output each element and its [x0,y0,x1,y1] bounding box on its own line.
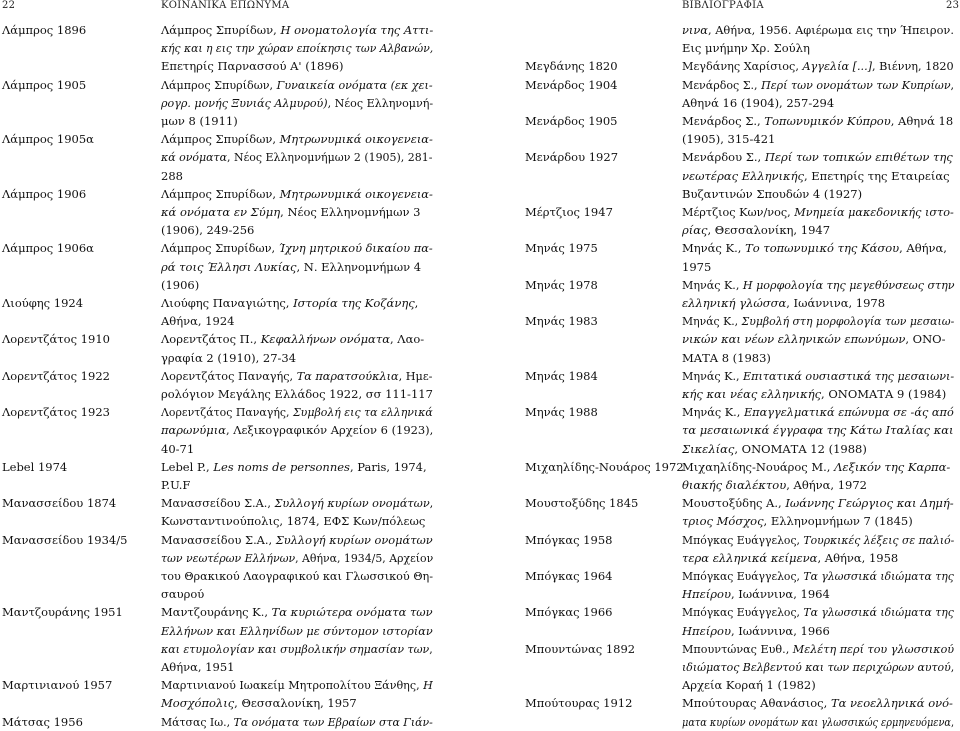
reference-title-text: τα μεσαιωνικά έγγραφα της Κάτω Ιταλίας και [682,423,954,438]
citation-key: Μουστοξύδης 1845 [525,496,639,511]
reference-text: Μηνάς Κ., [682,241,746,256]
reference-title-text: ελληνική γλώσσα [682,296,787,310]
reference-text: Μπουντώνας Ευθ., [682,641,793,656]
reference-title-text: Η μορφολογία της μεγεθύνσεως στην [742,277,955,292]
reference-title-text: Μνημεία μακεδονικής ιστο- [794,205,954,219]
reference-text: , Αθήνα, [899,241,947,256]
reference-text: , Αθήνα, 1958 [817,550,899,565]
reference-line [682,203,954,221]
reference-text: , Επετηρίς της Εταιρείας [803,168,950,183]
reference-line [682,57,954,75]
reference-title-text: παρωνύμια [161,423,226,438]
reference-line [682,494,954,512]
citation-key: Λορεντζάτος 1922 [2,368,110,383]
reference-text: P.U.F [161,478,191,492]
reference-title-text: κής και η εις την χώραν εποίκησις των Αλβανών, [161,41,434,56]
reference-line [682,94,834,112]
reference-title-text: Ίχνη μητρικού δικαίου πα- [278,241,433,256]
reference-title-text: Επιτατικά ουσιαστικά της μεσαιωνι- [743,368,955,383]
reference-title-text: Λεξικόν της Καρπα- [834,459,951,474]
reference-text: , Αθήνα, 1972 [786,478,867,492]
reference-line [161,258,421,276]
reference-title-text: Η ονοματολογία της Αττι- [280,23,434,37]
reference-text: Αθήνα, 1924 [161,314,235,329]
reference-line [682,549,898,567]
citation-key: Μαρτινιανού 1957 [2,678,113,693]
reference-text: Αθηνά 16 (1904), 257-294 [682,95,835,110]
reference-line [161,512,425,530]
reference-line [161,203,420,221]
reference-text: , [414,296,419,310]
reference-title-text: των νεωτέρων Ελλήνων [161,550,296,565]
reference-line [682,512,913,530]
reference-line [682,39,810,57]
reference-line [161,221,254,239]
reference-line [161,349,296,367]
reference-line [682,531,954,549]
reference-title-text: Τα νεοελληνικά ονό- [830,696,953,711]
reference-line [161,148,432,166]
reference-text: (1905), 315-421 [682,132,776,147]
citation-key: Λάμπρος 1906 [2,186,87,201]
citation-key: Λάμπρος 1906α [2,241,94,256]
reference-text: , Ιωάννινα, 1978 [786,296,886,310]
reference-line [161,458,427,476]
citation-key: Μαντζουράνης 1951 [2,605,123,620]
reference-line [682,713,954,731]
reference-title-text: Ελλήνων και Ελληνίδων με σύντομον ιστορίαν [161,623,433,638]
reference-line [161,276,199,294]
reference-line [161,658,234,676]
reference-text: Μηνάς Κ., [682,368,744,383]
reference-text: Λάμπρος Σπυρίδων, [161,241,279,256]
reference-line [682,276,955,294]
reference-line [161,694,357,712]
reference-title-text: Σικελίας [682,441,735,456]
reference-text: , Αθήνα, 1956. Αφιέρωμα εις την Ήπειρον. [707,23,954,37]
reference-line [682,658,954,676]
reference-text: , [950,714,955,729]
reference-title-text: ιδιώματος Βελβεντού και των περιχώρων αυτού [682,660,951,674]
reference-title-text: Ηπείρου [682,587,731,602]
reference-text: Μάτσας Ιω., [161,714,234,729]
reference-text: Μπόγκας Ευάγγελος, [682,605,804,620]
citation-key: Λορεντζάτος 1910 [2,332,110,347]
reference-line [161,421,433,439]
reference-text: Λάμπρος Σπυρίδων, [161,186,280,201]
citation-key: Μπούτουρας 1912 [525,696,633,711]
reference-title-text: Κεφαλλήνων ονόματα [260,332,390,347]
reference-line [161,94,433,112]
reference-line [161,294,418,312]
reference-line [161,330,424,348]
citation-key: Μηνάς 1983 [525,314,598,329]
citation-key: Λορεντζάτος 1923 [2,405,110,420]
reference-text: Λορεντζάτος Παναγής, [161,405,293,420]
reference-line [682,312,954,330]
reference-title-text: νινα [682,23,708,37]
reference-text: Λορεντζάτος Π., [161,332,261,347]
reference-line [682,185,862,203]
reference-text: , ΟΝΟ- [905,332,946,347]
reference-line [161,585,204,603]
reference-line [161,130,433,148]
reference-text: ΜΑΤΑ 8 (1983) [682,350,771,365]
reference-text: Μενάρδου Σ., [682,150,765,165]
reference-line [161,440,194,458]
reference-text: , Αθήνα, 1934/5, Αρχείον [295,550,434,565]
reference-line [161,567,433,585]
reference-text: , Λεξικογραφικόν Αρχείον 6 (1923), [225,423,434,438]
reference-title-text: Αγγελία [...] [802,59,873,74]
reference-line [682,148,953,166]
reference-text: , Νέος Ελληνομνήμων 3 [280,205,421,219]
reference-text: , Ιωάννινα, 1966 [730,623,830,638]
reference-line [161,549,433,567]
reference-text: του Θρακικού Λαογραφικού και Γλωσσικού Θη- [161,569,434,583]
reference-text: , Ν. Ελληνομνήμων 4 [296,259,422,274]
reference-text: Lebel P., [161,459,214,474]
reference-line [161,167,183,185]
reference-line [682,21,954,39]
reference-title-text: τερα ελληνικά κείμενα [682,550,818,565]
reference-line [682,385,946,403]
reference-title-text: κής και νέας ελληνικής [682,387,822,401]
reference-text: Λάμπρος Σπυρίδων, [161,23,281,37]
citation-key: Μενάρδου 1927 [525,150,619,165]
reference-line [682,567,954,585]
citation-key: Λιούφης 1924 [2,296,84,310]
right-page-number: 23 [946,0,960,11]
reference-line [161,713,433,731]
reference-title-text: Περί των τοπικών επιθέτων της [764,150,953,165]
reference-text: , Νέος Ελληνομνήμων 2 (1905), 281- [226,150,433,165]
left-page-number: 22 [2,0,16,11]
reference-line [682,585,830,603]
reference-title-text: Η [423,678,433,693]
reference-text: σαυρού [161,587,205,602]
reference-title-text: ρογρ. μονής Ξυνιάς Αλμυρού) [161,95,328,110]
reference-text: Μενάρδος Σ., [682,77,762,92]
reference-line [682,603,954,621]
reference-line [682,421,953,439]
reference-title-text: Γυναικεία ονόματα (εκ χει- [276,77,433,92]
reference-text: Λιούφης Παναγιώτης, [161,296,294,310]
reference-title-text: Τα ονόματα των Εβραίων στα Γιάν- [233,714,433,729]
reference-title-text: κά ονόματα εν Σύμη [161,205,281,219]
right-running-title: ΒΙΒΛΙΟΓΡΑΦΙΑ [682,0,764,11]
citation-key: Λάμπρος 1896 [2,23,87,37]
reference-line [161,476,190,494]
citation-key: Μπουντώνας 1892 [525,641,636,656]
reference-text: , Νέος Ελληνομνή- [327,95,434,110]
citation-key: Μανασσείδου 1934/5 [2,532,128,547]
reference-line [161,21,433,39]
reference-title-text: Μητρωνυμικά οικογενεια- [279,186,433,201]
reference-text: Κωνσταντινούπολις, 1874, ΕΦΣ Κων/πόλεως [161,514,426,529]
reference-text: Βυζαντινών Σπουδών 4 (1927) [682,186,863,201]
citation-key: Μπόγκας 1964 [525,569,613,583]
citation-key: Λάμπρος 1905 [2,77,87,92]
reference-line [161,603,433,621]
reference-text: , Αθηνά 18 [890,114,954,128]
reference-text: Μηνάς Κ., [682,314,742,329]
reference-text: , Λαο- [389,332,425,347]
reference-text: 1975 [682,259,712,274]
reference-title-text: νεωτέρας Ελληνικής [682,168,804,183]
reference-title-text: ρίας [682,223,708,238]
reference-line [682,367,954,385]
reference-text: Μανασσείδου Σ.Α., [161,532,276,547]
reference-title-text: Τα παρατσούκλια [296,368,399,383]
reference-text: Μουστοξύδης Α., [682,496,786,511]
reference-title-text: τριος Μόσχος [682,514,764,529]
reference-title-text: ρά τοις Έλλησι Λυκίας [161,259,297,274]
reference-line [682,112,953,130]
citation-key: Μανασσείδου 1874 [2,496,117,511]
reference-text: , Ιωάννινα, 1964 [730,587,830,602]
reference-line [682,239,947,257]
reference-line [161,185,433,203]
citation-key: Μηνάς 1984 [525,368,598,383]
reference-title-text: κά ονόματα [161,150,227,165]
reference-line [161,494,433,512]
reference-title-text: Τοπωνυμικόν Κύπρου [764,114,891,128]
reference-text: Μαρτινιανού Ιωακείμ Μητροπολίτου Ξάνθης, [161,678,424,693]
reference-title-text: και ετυμολογίαν και συμβολικήν σημασίαν των [161,641,430,656]
reference-title-text: Ηπείρου [682,623,731,638]
reference-line [161,640,433,658]
reference-text: Λάμπρος Σπυρίδων, [161,132,280,147]
reference-title-text: Μοσχόπολις [161,696,235,711]
reference-line [161,367,433,385]
reference-title-text: Περί των ονομάτων των Κυπρίων [761,77,951,92]
reference-title-text: Τα γλωσσικά ιδιώματα της [803,605,954,620]
reference-text: Επετηρίς Παρνασσού Α' (1896) [161,59,344,74]
citation-key: Μπόγκας 1966 [525,605,613,620]
reference-text: , Βιέννη, 1820 [872,59,954,74]
citation-key: Μενάρδος 1905 [525,114,618,128]
reference-title-text: Συλλογή κυρίων ονομάτων [274,496,430,511]
reference-text: ρολόγιον Μεγάλης Ελλάδος 1922, σσ 111-117 [161,387,433,401]
reference-text: Αρχεία Κοραή 1 (1982) [682,678,816,693]
reference-text: , [950,660,955,674]
reference-text: Μπόγκας Ευάγγελος, [682,532,804,547]
reference-text: , [429,496,434,511]
citation-key: Lebel 1974 [2,459,68,474]
reference-line [682,330,945,348]
reference-text: , ΟΝΟΜΑΤΑ 9 (1984) [821,387,947,401]
reference-title-text: Επαγγελματικά επώνυμα σε -άς από [743,405,954,420]
reference-line [161,76,433,94]
reference-text: , Ελληνομνήμων 7 (1845) [763,514,913,529]
reference-text: γραφία 2 (1910), 27-34 [161,350,297,365]
reference-text: Μηνάς Κ., [682,405,744,420]
reference-text: Μαντζουράνης Κ., [161,605,272,620]
reference-text: Μέρτζιος Κων/νος, [682,205,795,219]
reference-text: (1906) [161,277,200,292]
reference-title-text: Ιωάννης Γεώργιος και Δημή- [785,496,954,511]
citation-key: Μηνάς 1988 [525,405,598,420]
reference-text: Μιχαηλίδης-Νουάρος Μ., [682,459,835,474]
reference-line [682,622,830,640]
reference-line [682,403,954,421]
reference-line [161,239,433,257]
reference-title-text: Τα γλωσσικά ιδιώματα της [803,569,954,583]
left-running-title: ΚΟΙΝΑΝΙΚΑ ΕΠΩΝΥΜΑ [161,0,290,11]
reference-text: Μανασσείδου Σ.Α., [161,496,275,511]
reference-line [161,312,234,330]
reference-line [682,694,953,712]
reference-title-text: Το τοπωνυμικό της Κάσου [745,241,900,256]
reference-text: , [429,641,433,656]
reference-text: Μπούτουρας Αθανάσιος, [682,696,831,711]
reference-text: 40-71 [161,441,195,456]
reference-line [682,167,950,185]
reference-text: Μεγδάνης Χαρίσιος, [682,59,803,74]
reference-line [682,676,816,694]
reference-title-text: ματα κυρίων ονομάτων και γλωσσικώς ερμηνευόμενα [682,714,951,729]
reference-text: μων 8 (1911) [161,114,238,128]
reference-line [682,440,867,458]
reference-title-text: Τουρκικές λέξεις σε παλιό- [803,532,955,547]
reference-text: , ΟΝΟΜΑΤΑ 12 (1988) [734,441,867,456]
reference-text: Μενάρδος Σ., [682,114,765,128]
citation-key: Μάτσας 1956 [2,714,83,729]
reference-text: Λάμπρος Σπυρίδων, [161,77,277,92]
reference-text: , Θεσσαλονίκη, 1947 [707,223,831,238]
reference-title-text: Συλλογή κυρίων ονομάτων [275,532,433,547]
reference-line [682,130,775,148]
reference-text: , Ημε- [398,368,433,383]
reference-line [161,112,238,130]
reference-text: , Paris, 1974, [349,459,427,474]
reference-title-text: Les noms de personnes [213,459,350,474]
citation-key: Μέρτζιος 1947 [525,205,613,219]
reference-text: (1906), 249-256 [161,223,255,238]
reference-line [161,403,433,421]
reference-line [161,385,433,403]
reference-title-text: Μελέτη περί του γλωσσικού [792,641,955,656]
reference-line [682,640,954,658]
citation-key: Μεγδάνης 1820 [525,59,618,74]
reference-line [682,349,771,367]
citation-key: Μηνάς 1975 [525,241,598,256]
reference-line [682,76,954,94]
citation-key: Μιχαηλίδης-Νουάρος 1972 [525,459,684,474]
citation-key: Μπόγκας 1958 [525,532,613,547]
reference-text: Εις μνήμην Χρ. Σούλη [682,41,810,56]
reference-title-text: θιακής διαλέκτου [682,478,787,492]
reference-text: Λορεντζάτος Παναγής, [161,368,297,383]
reference-line [161,57,343,75]
reference-title-text: Συμβολή εις τα ελληνικά [292,405,433,420]
reference-title-text: Ιστορία της Κοζάνης [293,296,415,310]
reference-title-text: Συμβολή στη μορφολογία των μεσαιω- [741,314,955,329]
citation-key: Μενάρδος 1904 [525,77,618,92]
reference-text: Μπόγκας Ευάγγελος, [682,569,804,583]
reference-line [682,258,711,276]
reference-line [682,294,885,312]
reference-line [682,458,950,476]
reference-line [682,476,867,494]
reference-line [161,622,433,640]
reference-text: , [950,77,955,92]
reference-text: Αθήνα, 1951 [161,660,235,674]
reference-title-text: Μητρωνυμικά οικογενεια- [279,132,433,147]
reference-line [161,39,433,57]
reference-text: 288 [161,168,183,183]
reference-line [161,531,433,549]
reference-title-text: Τα κυριώτερα ονόματα των [271,605,433,620]
reference-line [682,221,830,239]
citation-key: Μηνάς 1978 [525,277,598,292]
reference-line [161,676,433,694]
reference-title-text: νικών και νέων ελληνικών επωνύμων [682,332,906,347]
citation-key: Λάμπρος 1905α [2,132,94,147]
reference-text: , Θεσσαλονίκη, 1957 [234,696,357,711]
reference-text: Μηνάς Κ., [682,277,743,292]
